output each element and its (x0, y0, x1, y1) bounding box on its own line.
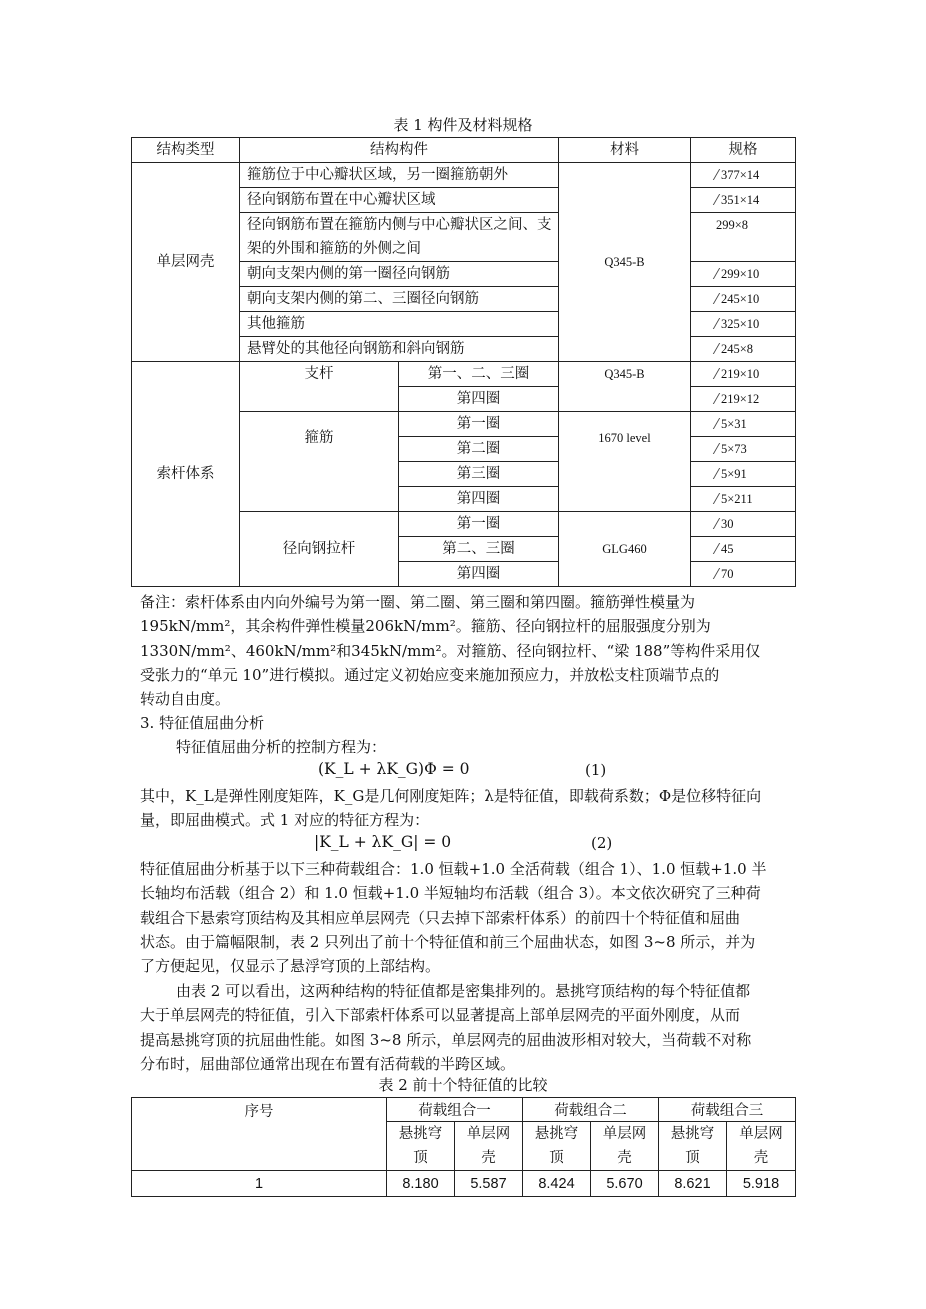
spec-cell: 325×10 (691, 312, 796, 337)
subheader-cell: 悬挑穹 顶 (387, 1122, 455, 1171)
material-cell: Q345-B (559, 163, 691, 362)
member-cell: 悬臂处的其他径向钢筋和斜向钢筋 (240, 337, 559, 362)
structure-type-cell: 索杆体系 (132, 362, 240, 587)
member-cell: 箍筋位于中心瓣状区域，另一圈箍筋朝外 (240, 163, 559, 188)
spec-cell: 351×14 (691, 188, 796, 213)
ring-cell: 第一、二、三圈 (399, 362, 559, 387)
table2-header-row (132, 1098, 796, 1122)
table1-note (140, 590, 795, 711)
subheader-cell: 单层网 壳 (591, 1122, 659, 1171)
spec-cell: 5×211 (691, 487, 796, 512)
text-line: 其中，K_L是弹性刚度矩阵，K_G是几何刚度矩阵；λ是特征值，即载荷系数；Φ是位移特征向 (140, 787, 762, 805)
spec-cell: 299×10 (691, 262, 796, 287)
section-intro: 特征值屈曲分析的控制方程为： (176, 738, 387, 756)
section-heading: 3. 特征值屈曲分析 (140, 714, 265, 732)
member-cell: 朝向支架内侧的第二、三圈径向钢筋 (240, 287, 559, 312)
table1-header-row (132, 138, 796, 163)
index-header: 序号 (132, 1098, 387, 1171)
note-line: 转动自由度。 (140, 690, 231, 709)
text-line: 状态。由于篇幅限制，表 2 只列出了前十个特征值和前三个屈曲状态，如图 3~8 所示，并为 (140, 932, 756, 951)
group-header: 荷载组合二 (523, 1098, 659, 1122)
spec-cell: 245×8 (691, 337, 796, 362)
value-cell: 5.670 (591, 1171, 659, 1197)
spec-cell: 5×31 (691, 412, 796, 437)
table-row (132, 163, 796, 188)
paragraph-load-combinations (140, 857, 795, 978)
member-cell: 支杆 (240, 362, 399, 412)
member-cell: 径向钢筋布置在中心瓣状区域 (240, 188, 559, 213)
table1 (131, 137, 796, 587)
ring-cell: 第二、三圈 (399, 537, 559, 562)
table-row (132, 1171, 796, 1197)
member-cell: 径向钢筋布置在箍筋内侧与中心瓣状区之间、支架的外围和箍筋的外侧之间 (240, 213, 559, 262)
spec-cell: 5×73 (691, 437, 796, 462)
member-cell: 其他箍筋 (240, 312, 559, 337)
header-cell: 结构类型 (132, 138, 240, 163)
equation-2-number: (2) (591, 834, 613, 852)
ring-cell: 第三圈 (399, 462, 559, 487)
ring-cell: 第二圈 (399, 437, 559, 462)
member-cell: 径向钢拉杆 (240, 512, 399, 587)
text-line: 提高悬挑穹顶的抗屈曲性能。如图 3~8 所示，单层网壳的屈曲波形相对较大，当荷载不对称 (140, 1030, 752, 1049)
text-line: 长轴均布活载（组合 2）和 1.0 恒载+1.0 半短轴均布活载（组合 3）。本文依次研究了三种荷 (140, 884, 761, 903)
ring-cell: 第一圈 (399, 412, 559, 437)
text-line: 分布时，屈曲部位通常出现在布置有活荷载的半跨区域。 (140, 1054, 516, 1073)
member-cell: 朝向支架内侧的第一圈径向钢筋 (240, 262, 559, 287)
equation-explanation (140, 784, 795, 833)
member-cell: 箍筋 (240, 412, 399, 512)
table1-caption: 表 1 构件及材料规格 (393, 116, 533, 134)
group-header: 荷载组合三 (659, 1098, 796, 1122)
note-line: 1330N/mm²、460kN/mm²和345kN/mm²。对箍筋、径向钢拉杆、“梁 188”等构件采用仅 (140, 641, 761, 660)
ring-cell: 第一圈 (399, 512, 559, 537)
spec-cell: 299×8 (691, 213, 796, 262)
spec-cell: 245×10 (691, 287, 796, 312)
value-cell: 8.180 (387, 1171, 455, 1197)
paragraph-comparison (140, 979, 795, 1076)
subheader-cell: 单层网 壳 (727, 1122, 796, 1171)
header-cell: 规格 (691, 138, 796, 163)
spec-cell: 5×91 (691, 462, 796, 487)
material-cell: GLG460 (559, 512, 691, 587)
spec-cell: 219×10 (691, 362, 796, 387)
text-line: 大于单层网壳的特征值，引入下部索杆体系可以显著提高上部单层网壳的平面外刚度，从而 (140, 1006, 741, 1025)
value-cell: 5.918 (727, 1171, 796, 1197)
value-cell: 5.587 (455, 1171, 523, 1197)
text-line: 量，即屈曲模式。式 1 对应的特征方程为： (140, 811, 430, 830)
equation-1-number: (1) (585, 761, 607, 779)
equation-1: (K_L + λK_G)Φ = 0 (318, 760, 470, 778)
text-line: 载组合下悬索穹顶结构及其相应单层网壳（只去掉下部索杆体系）的前四十个特征值和屈曲 (140, 908, 741, 927)
structure-type-cell: 单层网壳 (132, 163, 240, 362)
ring-cell: 第四圈 (399, 487, 559, 512)
spec-cell: 70 (691, 562, 796, 587)
header-cell: 结构构件 (240, 138, 559, 163)
subheader-cell: 悬挑穹 顶 (523, 1122, 591, 1171)
text-line: 由表 2 可以看出，这两种结构的特征值都是密集排列的。悬挑穹顶结构的每个特征值都 (176, 982, 751, 1000)
value-cell: 8.621 (659, 1171, 727, 1197)
text-line: 特征值屈曲分析基于以下三种荷载组合：1.0 恒载+1.0 全活荷载（组合 1）、1.0 恒载+1.0 半 (140, 860, 767, 878)
index-cell: 1 (132, 1171, 387, 1197)
table2-caption: 表 2 前十个特征值的比较 (378, 1076, 548, 1094)
equation-2: |K_L + λK_G| = 0 (314, 833, 452, 851)
material-cell: Q345-B (559, 362, 691, 412)
spec-cell: 377×14 (691, 163, 796, 188)
group-header: 荷载组合一 (387, 1098, 523, 1122)
ring-cell: 第四圈 (399, 562, 559, 587)
value-cell: 8.424 (523, 1171, 591, 1197)
material-cell: 1670 level (559, 412, 691, 512)
spec-cell: 219×12 (691, 387, 796, 412)
table-row (132, 362, 796, 387)
text-line: 了方便起见，仅显示了悬浮穹顶的上部结构。 (140, 957, 441, 976)
subheader-cell: 单层网 壳 (455, 1122, 523, 1171)
note-line: 195kN/mm²，其余构件弹性模量206kN/mm²。箍筋、径向钢拉杆的屈服强度分别为 (140, 617, 711, 636)
ring-cell: 第四圈 (399, 387, 559, 412)
note-line: 受张力的“单元 10”进行模拟。通过定义初始应变来施加预应力，并放松支柱顶端节点的 (140, 665, 720, 684)
header-cell: 材料 (559, 138, 691, 163)
spec-cell: 45 (691, 537, 796, 562)
note-line: 备注：索杆体系由内向外编号为第一圈、第二圈、第三圈和第四圈。箍筋弹性模量为 (140, 593, 696, 611)
spec-cell: 30 (691, 512, 796, 537)
table2 (131, 1097, 796, 1197)
subheader-cell: 悬挑穹 顶 (659, 1122, 727, 1171)
